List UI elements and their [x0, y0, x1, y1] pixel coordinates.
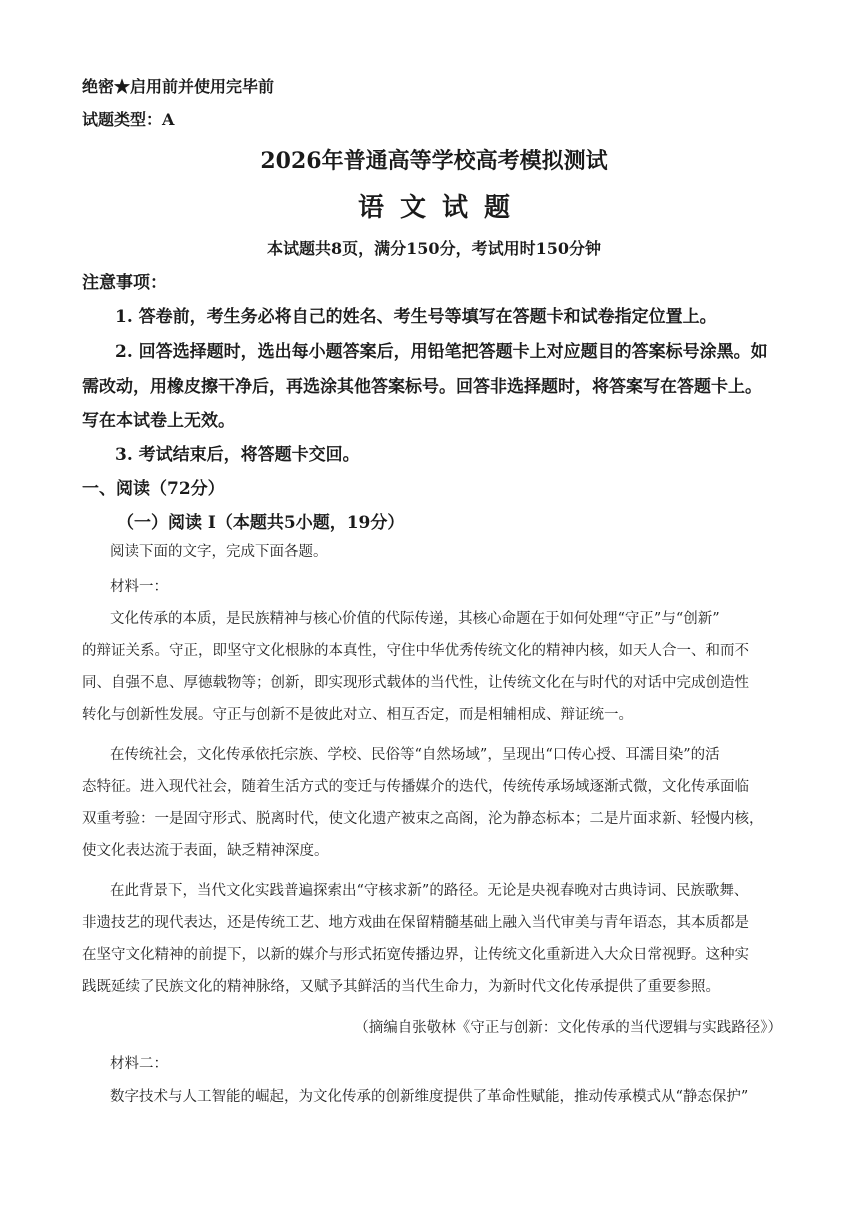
- section-heading: 一、阅读（72分）: [82, 479, 225, 499]
- exam-info: 本试题共8页，满分150分，考试用时150分钟: [267, 239, 601, 258]
- paragraph-3-line: 非遗技艺的现代表达，还是传统工艺、地方戏曲在保留精髓基础上融入当代审美与青年语态，其本质都是: [82, 915, 749, 931]
- note-item-2-line-3: 写在本试卷上无效。: [82, 411, 235, 431]
- subsection-heading: （一）阅读 I（本题共5小题，19分）: [117, 513, 405, 533]
- paragraph-2-line: 态特征。进入现代社会，随着生活方式的变迁与传播媒介的迭代，传统传承场域逐渐式微，文化传承面临: [82, 779, 749, 795]
- note-item-2-line-1: 2. 回答选择题时，选出每小题答案后，用铅笔把答题卡上对应题目的答案标号涂黑。如: [115, 342, 768, 362]
- subject-title: 语文试题: [357, 193, 526, 223]
- paragraph-4-line: 数字技术与人工智能的崛起，为文化传承的创新维度提供了革命性赋能，推动传承模式从“静态保护”: [110, 1089, 749, 1105]
- paragraph-1-line: 的辩证关系。守正，即坚守文化根脉的本真性，守住中华优秀传统文化的精神内核，如天人合一、和而不: [82, 643, 749, 659]
- paragraph-3-line: 践既延续了民族文化的精神脉络，又赋予其鲜活的当代生命力，为新时代文化传承提供了重要参照。: [82, 979, 720, 995]
- material-1-label: 材料一：: [110, 579, 168, 595]
- note-item-2-line-2: 需改动，用橡皮擦干净后，再选涂其他答案标号。回答非选择题时，将答案写在答题卡上。: [82, 377, 762, 397]
- note-item-3: 3. 考试结束后，将答题卡交回。: [115, 445, 360, 465]
- paragraph-1-line: 同、自强不息、厚德载物等；创新，即实现形式载体的当代性，让传统文化在与时代的对话中完成创造性: [82, 675, 749, 691]
- paragraph-1-line: 转化与创新性发展。守正与创新不是彼此对立、相互否定，而是相辅相成、辩证统一。: [82, 707, 633, 723]
- paragraph-2-line: 双重考验：一是固守形式、脱离时代，使文化遗产被束之高阁，沦为静态标本；二是片面求新、轻慢内核，: [82, 811, 764, 827]
- question-type: 试题类型：A: [82, 110, 175, 129]
- paragraph-2-line: 在传统社会，文化传承依托宗族、学校、民俗等“自然场域”，呈现出“口传心授、耳濡目染”的活: [110, 747, 720, 763]
- confidential-notice: 绝密★启用前并使用完毕前: [82, 77, 275, 96]
- notes-heading: 注意事项：: [82, 273, 167, 293]
- paragraph-2-line: 使文化表达流于表面，缺乏精神深度。: [82, 843, 329, 859]
- material-1-source: （摘编自张敬林《守正与创新：文化传承的当代逻辑与实践路径》）: [354, 1020, 782, 1036]
- paragraph-1-line: 文化传承的本质，是民族精神与核心价值的代际传递，其核心命题在于如何处理“守正”与“创新”: [110, 611, 720, 627]
- exam-title: 2026年普通高等学校高考模拟测试: [260, 148, 608, 174]
- paragraph-3-line: 在此背景下，当代文化实践普遍探索出“守核求新”的路径。无论是央视春晚对古典诗词、民族歌舞、: [110, 883, 749, 899]
- material-2-label: 材料二：: [110, 1056, 168, 1072]
- note-item-1: 1. 答卷前，考生务必将自己的姓名、考生号等填写在答题卡和试卷指定位置上。: [115, 307, 717, 327]
- reading-instruction: 阅读下面的文字，完成下面各题。: [110, 544, 328, 560]
- paragraph-3-line: 在坚守文化精神的前提下，以新的媒介与形式拓宽传播边界，让传统文化重新进入大众日常视野。这种实: [82, 947, 749, 963]
